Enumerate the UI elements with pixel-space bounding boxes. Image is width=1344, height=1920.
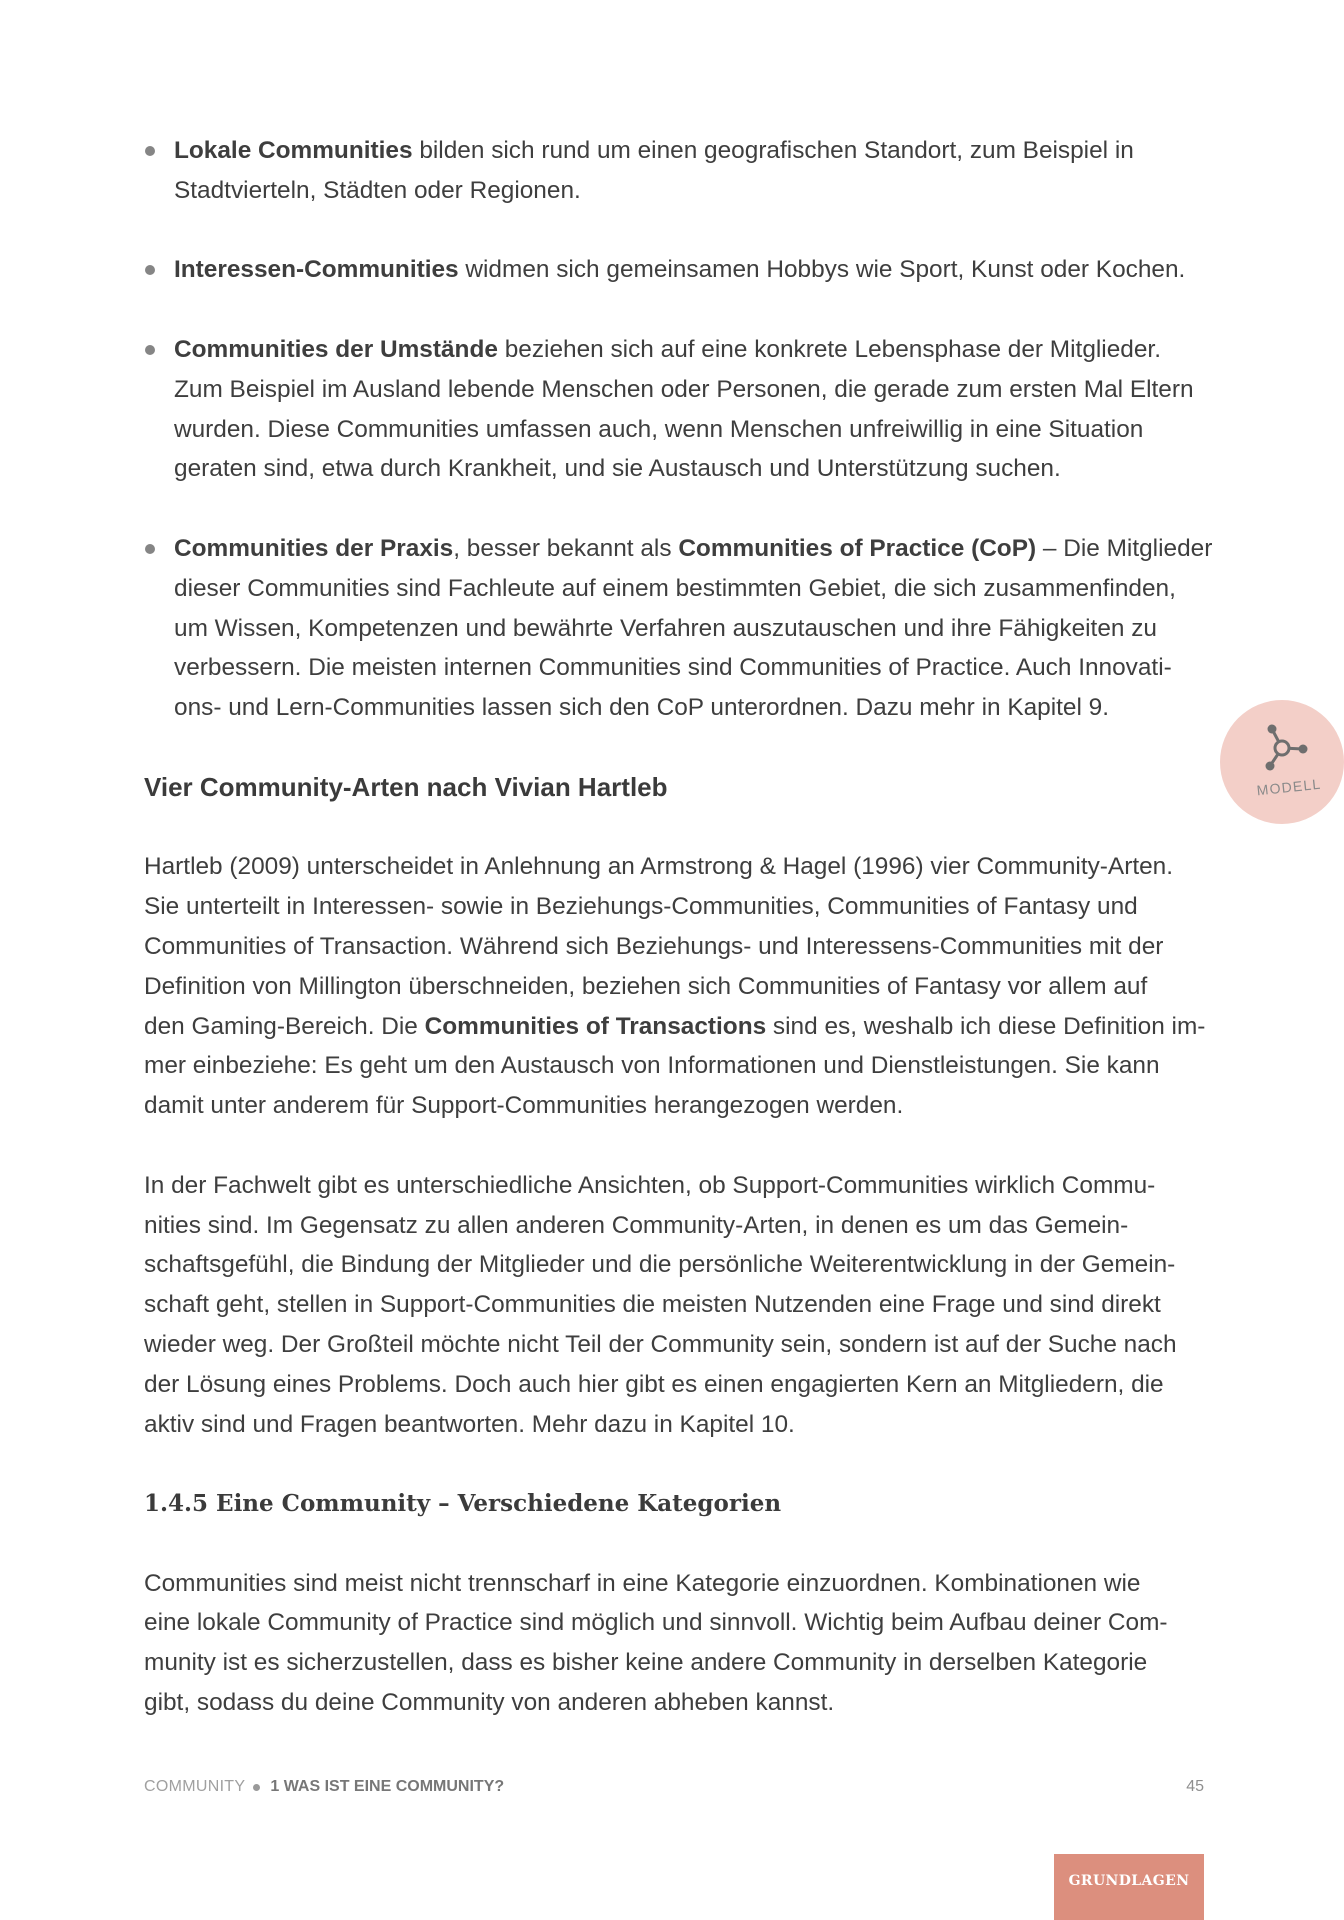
bullet-dot [145,265,155,275]
text-run: munity ist es sicherzustellen, dass es bisher keine andere Community in derselben Kategorie [144,1649,1148,1677]
bold-term: Communities der Praxis [174,534,454,562]
text-run: der Lösung eines Problems. Doch auch hier gibt es einen engagierten Kern an Mitgliedern, die [144,1370,1164,1398]
text-line [144,1086,1220,1126]
chapter-tab [1054,1854,1204,1920]
text-run: beziehen sich auf eine konkrete Lebensphase der Mitglieder. [497,335,1161,363]
text-run: schaft geht, stellen in Support-Communities die meisten Nutzenden eine Frage und sind direkt [144,1291,1161,1319]
list-item [144,250,1220,290]
bold-term: Communities der Umstände [174,335,498,363]
text-run: Communities sind meist nicht trennscharf in eine Kategorie einzuordnen. Kombinationen wie [144,1569,1141,1597]
text-run: widmen sich gemeinsamen Hobbys wie Sport, Kunst oder Kochen. [458,256,1186,284]
text-line [144,1603,1220,1643]
text-line [144,847,1220,887]
page-content [144,131,1220,1763]
text-run: geraten sind, etwa durch Krankheit, und sie Austausch und Unterstützung suchen. [174,455,1061,483]
text-line [174,529,1220,569]
text-run: sind es, weshalb ich diese Definition im- [766,1012,1206,1040]
text-line [144,1365,1220,1405]
text-run: – Die Mitglieder [1036,534,1213,562]
text-line [144,1564,1220,1604]
list-item [144,131,1220,211]
subsection-heading: 1.4.5 Eine Community – Verschiedene Kategorien [144,1490,782,1518]
text-line [174,171,1220,211]
text-line [144,887,1220,927]
running-chapter-title: 1 WAS IST EINE COMMUNITY? [270,1778,505,1795]
text-line [144,1007,1220,1047]
page-number: 45 [1186,1778,1204,1795]
paragraph [144,1564,1220,1723]
community-types-list [144,131,1220,728]
text-run: den Gaming-Bereich. Die [144,1012,425,1040]
page-footer [144,1777,504,1797]
text-line [144,1166,1220,1206]
text-run: um Wissen, Kompetenzen und bewährte Verfahren auszutauschen und ihre Fähigkeiten zu [174,614,1157,642]
list-item [144,330,1220,489]
text-line [144,1405,1220,1445]
text-line [174,688,1220,728]
text-run: nities sind. Im Gegensatz zu allen anderen Community-Arten, in denen es um das Gemein- [144,1211,1129,1239]
text-line [174,609,1220,649]
text-run: aktiv sind und Fragen beantworten. Mehr dazu in Kapitel 10. [144,1410,795,1438]
section-heading: Vier Community-Arten nach Vivian Hartleb [144,771,668,802]
bullet-dot [145,146,155,156]
text-run: verbessern. Die meisten internen Communities sind Communities of Practice. Auch Innovati- [174,654,1172,682]
text-run: Zum Beispiel im Ausland lebende Menschen oder Personen, die gerade zum ersten Mal Eltern [174,375,1194,403]
paragraph [144,1166,1220,1445]
bold-term: Communities of Transactions [424,1012,767,1040]
bold-term: Communities of Practice (CoP) [678,534,1037,562]
text-run: , besser bekannt als [453,534,679,562]
model-badge [1220,700,1344,824]
text-line [174,449,1220,489]
running-book-title: COMMUNITY [144,1778,246,1795]
text-run: eine lokale Community of Practice sind möglich und sinnvoll. Wichtig beim Aufbau deiner Com- [144,1609,1168,1637]
text-line [174,410,1220,450]
text-line [174,370,1220,410]
separator-dot [253,1784,260,1791]
list-item-text [174,529,1220,728]
bullet-dot [145,345,155,355]
text-line [174,250,1220,290]
bold-term: Interessen-Communities [174,256,459,284]
text-line [144,1245,1220,1285]
text-line [144,967,1220,1007]
text-line [174,569,1220,609]
text-line [144,1325,1220,1365]
text-run: wurden. Diese Communities umfassen auch, wenn Menschen unfreiwillig in eine Situation [174,415,1144,443]
badge-label: MODELL [1255,775,1323,799]
text-line [144,1046,1220,1086]
text-line [174,330,1220,370]
molecule-icon [1220,700,1344,824]
text-line [144,1206,1220,1246]
text-line [144,1285,1220,1325]
text-run: gibt, sodass du deine Community von anderen abheben kannst. [144,1689,835,1717]
text-line [174,131,1220,171]
text-run: Stadtvierteln, Städten oder Regionen. [174,176,581,204]
text-run: Communities of Transaction. Während sich Beziehungs- und Interessens-Communities mit der [144,932,1164,960]
text-line [144,1643,1220,1683]
text-run: Hartleb (2009) unterscheidet in Anlehnung an Armstrong & Hagel (1996) vier Community-Arten. [144,853,1174,881]
text-run: Sie unterteilt in Interessen- sowie in Beziehungs-Communities, Communities of Fantasy und [144,893,1138,921]
list-item-text [174,131,1220,211]
text-run: Definition von Millington überschneiden, beziehen sich Communities of Fantasy vor allem auf [144,972,1148,1000]
text-line [144,927,1220,967]
list-item-text [174,330,1220,489]
list-item-text [174,250,1220,290]
list-item [144,529,1220,728]
bullet-dot [145,544,155,554]
text-run: In der Fachwelt gibt es unterschiedliche Ansichten, ob Support-Communities wirklich Commu- [144,1171,1156,1199]
text-run: bilden sich rund um einen geografischen Standort, zum Beispiel in [412,137,1134,164]
text-run: schaftsgefühl, die Bindung der Mitglieder und die persönliche Weiterentwicklung in der Gemein- [144,1251,1176,1279]
text-run: mer einbeziehe: Es geht um den Austausch von Informationen und Dienstleistungen. Sie kann [144,1052,1160,1080]
text-line [174,648,1220,688]
paragraph [144,847,1220,1126]
chapter-tab-label: GRUNDLAGEN [1068,1873,1190,1889]
text-line [144,1683,1220,1723]
text-run: damit unter anderem für Support-Communities herangezogen werden. [144,1092,904,1120]
text-run: dieser Communities sind Fachleute auf einem bestimmten Gebiet, die sich zusammenfinden, [174,574,1176,602]
text-run: ons- und Lern-Communities lassen sich den CoP unterordnen. Dazu mehr in Kapitel 9. [174,694,1110,722]
bold-term: Lokale Communities [174,137,413,164]
text-run: wieder weg. Der Großteil möchte nicht Teil der Community sein, sondern ist auf der Suche nach [144,1330,1177,1358]
